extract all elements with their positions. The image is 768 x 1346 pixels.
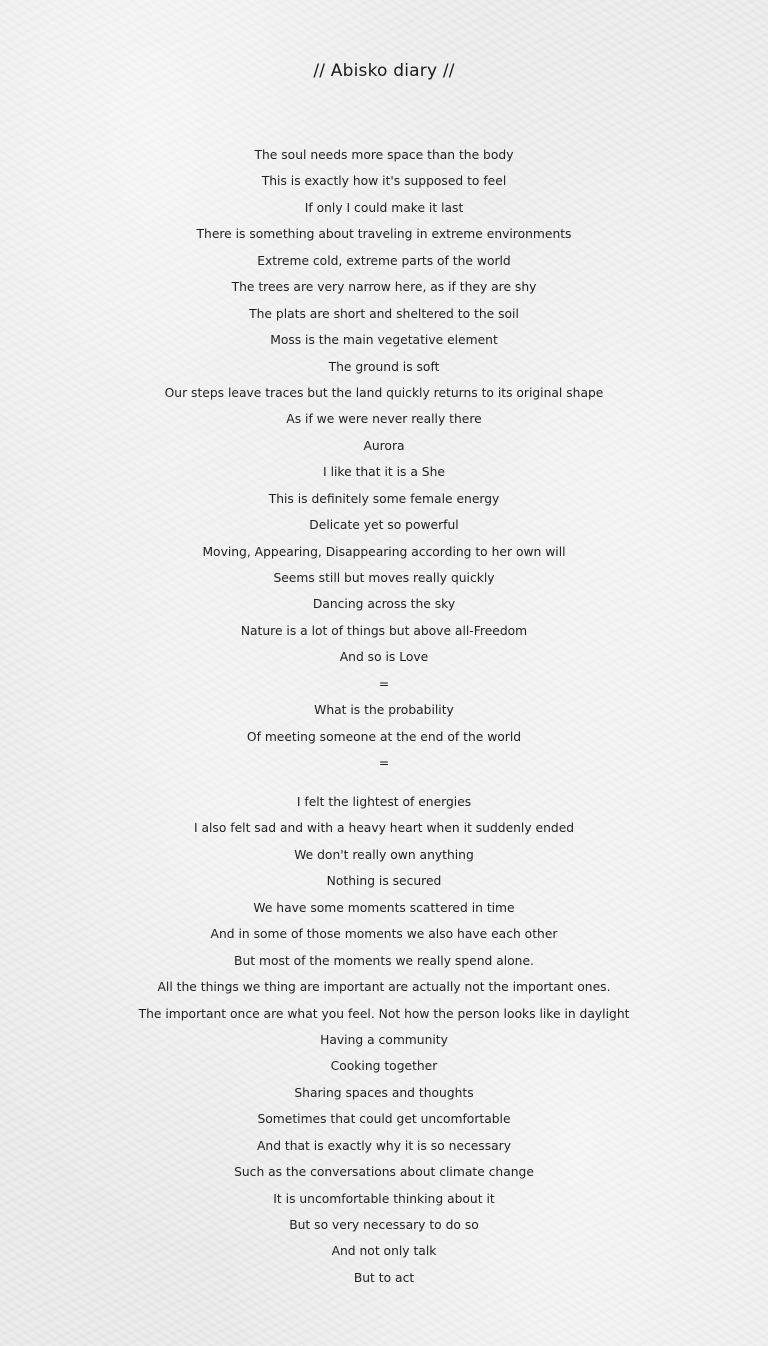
poem-line: Moving, Appearing, Disappearing according to her own will <box>202 544 566 559</box>
poem-stanza-2 <box>0 789 768 1291</box>
poem-line: What is the probability <box>314 703 454 718</box>
poem-line: If only I could make it last <box>304 200 464 215</box>
poem-line: As if we were never really there <box>286 412 482 427</box>
poem-line: Cooking together <box>330 1059 438 1074</box>
poem-line: Our steps leave traces but the land quickly returns to its original shape <box>164 385 604 400</box>
poem-line: Dancing across the sky <box>312 597 456 612</box>
poem-line: The important once are what you feel. Not how the person looks like in daylight <box>138 1006 630 1021</box>
poem-line: But so very necessary to do so <box>289 1218 479 1232</box>
poem-line: This is exactly how it's supposed to feel <box>261 174 507 189</box>
poem-line: There is something about traveling in extreme environments <box>196 227 572 242</box>
poem-line: Having a community <box>320 1032 448 1047</box>
poem-line: And not only talk <box>331 1244 437 1259</box>
poem-separator: = <box>378 676 390 691</box>
poem-line: And in some of those moments we also have each other <box>210 927 558 942</box>
poem-line: The trees are very narrow here, as if they are shy <box>231 280 537 295</box>
poem-line: And so is Love <box>339 650 429 665</box>
poem-line: This is definitely some female energy <box>268 491 500 506</box>
poem-line: Sharing spaces and thoughts <box>294 1085 474 1100</box>
poem-line: Extreme cold, extreme parts of the world <box>257 253 511 268</box>
poem-line: I also felt sad and with a heavy heart when it suddenly ended <box>193 821 575 836</box>
poem-line: And that is exactly why it is so necessary <box>256 1138 511 1153</box>
poem-line: It is uncomfortable thinking about it <box>273 1191 495 1206</box>
poem-line: The ground is soft <box>328 359 440 374</box>
poem-line: Nature is a lot of things but above all-Freedom <box>240 623 528 638</box>
poem-line: Moss is the main vegetative element <box>270 333 498 348</box>
poem-line: The soul needs more space than the body <box>254 148 514 162</box>
poem-line: Such as the conversations about climate change <box>234 1165 534 1180</box>
poem-line: Seems still but moves really quickly <box>273 571 495 585</box>
poem-line: Aurora <box>363 438 405 453</box>
poem-line: Of meeting someone at the end of the world <box>246 729 522 744</box>
poem-separator: = <box>378 756 390 771</box>
poem-line: Sometimes that could get uncomfortable <box>257 1112 511 1127</box>
poem-line: The plats are short and sheltered to the soil <box>249 306 519 321</box>
poem-line: But most of the moments we really spend alone. <box>234 953 534 968</box>
poem-line: Nothing is secured <box>326 874 442 889</box>
poem-line: I felt the lightest of energies <box>296 795 472 809</box>
poem-line: I like that it is a She <box>323 465 445 480</box>
page-title: // Abisko diary // <box>313 61 455 81</box>
poem-line: We have some moments scattered in time <box>253 900 515 915</box>
poem-line: Delicate yet so powerful <box>309 518 459 533</box>
poem-line: We don't really own anything <box>294 847 474 862</box>
poem-line: All the things we thing are important are actually not the important ones. <box>157 980 611 995</box>
poem-stanza-1 <box>0 142 768 777</box>
poem-line: But to act <box>353 1270 415 1285</box>
